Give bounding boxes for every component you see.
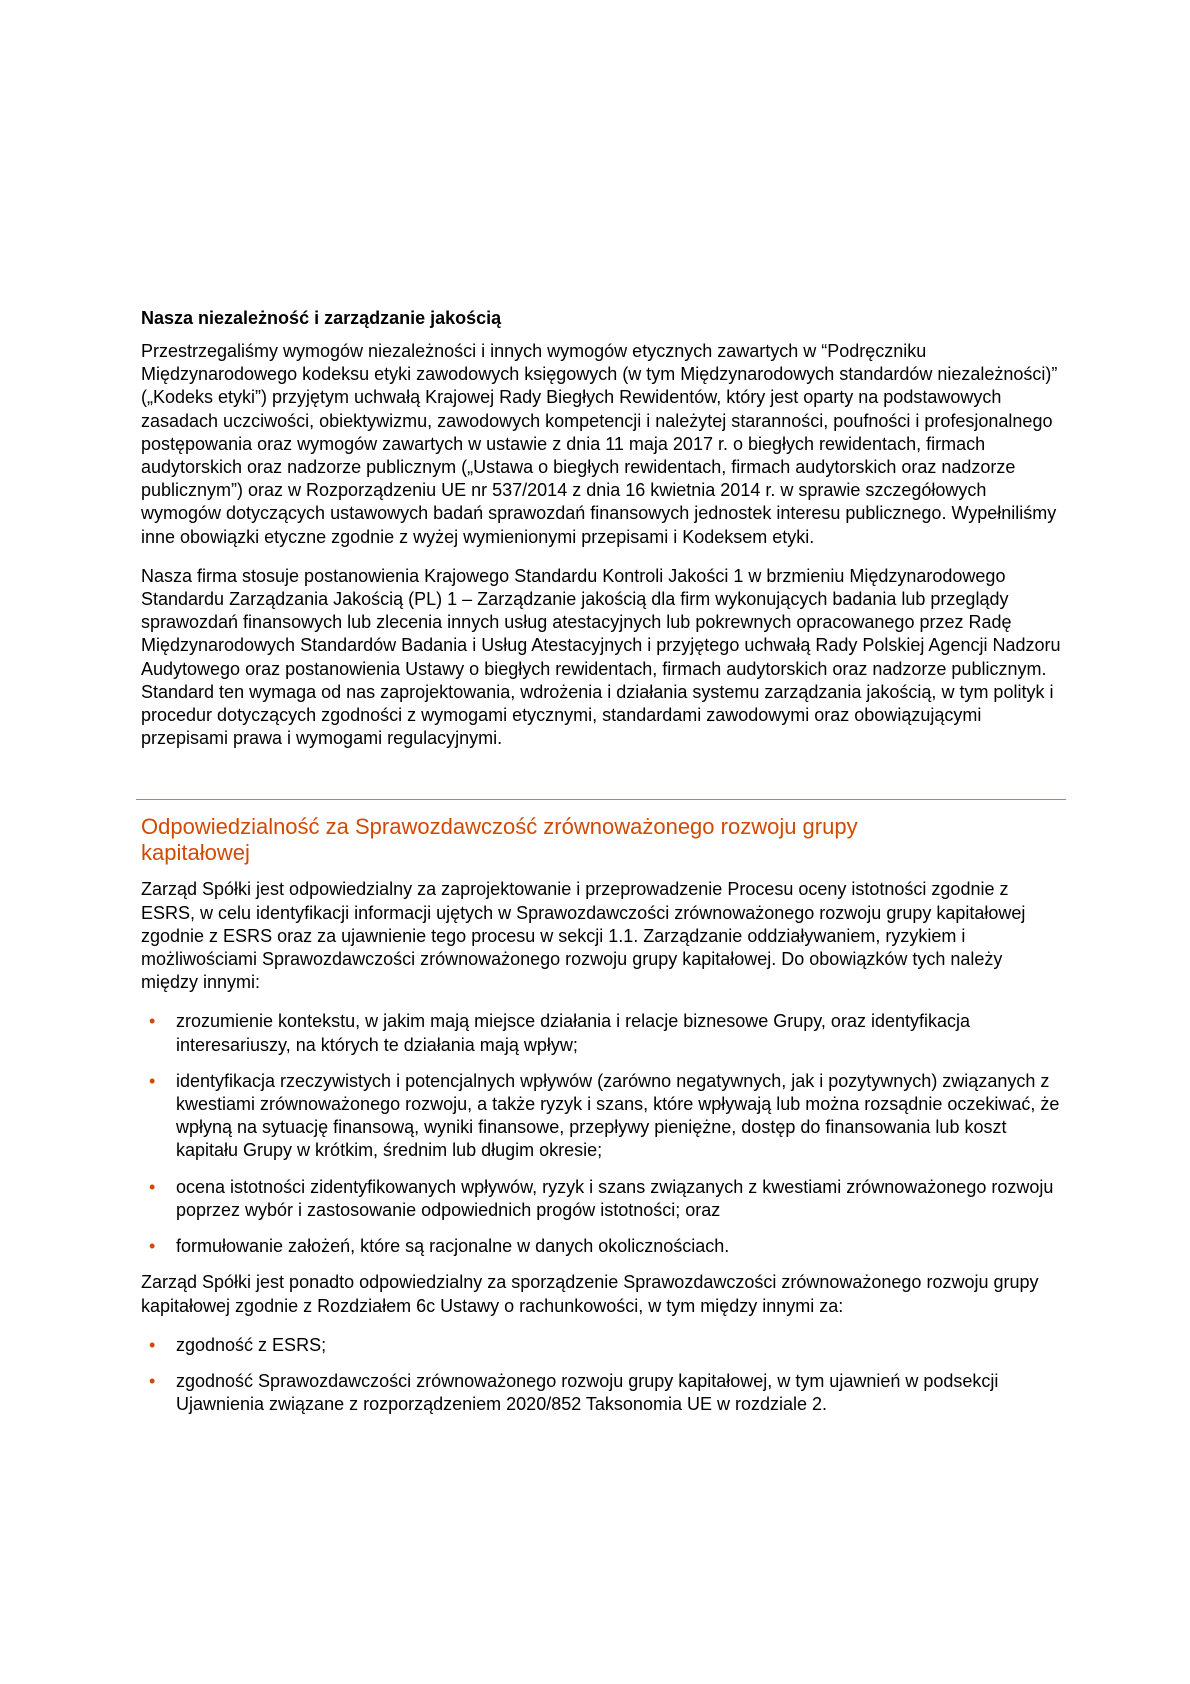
list-item-text: identyfikacja rzeczywistych i potencjalnych wpływów (zarówno negatywnych, jak i pozytywnych) związanych z kwestiami zrównoważonego rozwoju, a także ryzyk i szans, które wpływają lub można rozsądnie oczekiwać, że wpłyną na sytuację finansową, wyniki finansowe, przepływy pieniężne, dostęp do finansowania lub koszt kapitału Grupy w krótkim, średnim lub długim okresie; <box>176 1070 1060 1161</box>
bullet-icon: • <box>149 1176 156 1197</box>
list-item-text: zgodność z ESRS; <box>176 1334 327 1355</box>
responsibility-section-title: Odpowiedzialność za Sprawozdawczość zrównoważonego rozwoju grupy kapitałowej <box>141 814 858 866</box>
bullet-icon: • <box>149 1370 156 1391</box>
list-item <box>141 1334 1061 1357</box>
list-item <box>141 1235 1061 1258</box>
independence-paragraph-1: Przestrzegaliśmy wymogów niezależności i innych wymogów etycznych zawartych w “Podręczniku Międzynarodowego kodeksu etyki zawodowych księgowych (w tym Międzynarodowych standardów niezależności)” („Kodeks etyki”) przyjętym uchwałą Krajowej Rady Biegłych Rewidentów, który jest oparty na podstawowych zasadach uczciwości, obiektywizmu, zawodowych kompetencji i należytej staranności, poufności i profesjonalnego postępowania oraz wymogów zawartych w ustawie z dnia 11 maja 2017 r. o biegłych rewidentach, firmach audytorskich oraz nadzorze publicznym („Ustawa o biegłych rewidentach, firmach audytorskich oraz nadzorze publicznym”) oraz w Rozporządzeniu UE nr 537/2014 z dnia 16 kwietnia 2014 r. w sprawie szczegółowych wymogów dotyczących ustawowych badań sprawozdań finansowych jednostek interesu publicznego. Wypełniliśmy inne obowiązki etyczne zgodnie z wyżej wymienionymi przepisami i Kodeksem etyki. <box>141 341 1058 547</box>
list-item <box>141 1370 1061 1416</box>
document-page <box>141 306 1061 1429</box>
section-divider <box>136 799 1066 800</box>
bullet-icon: • <box>149 1011 156 1032</box>
responsibility-paragraph-2: Zarząd Spółki jest ponadto odpowiedzialny za sporządzenie Sprawozdawczości zrównoważonego rozwoju grupy kapitałowej zgodnie z Rozdziałem 6c Ustawy o rachunkowości, w tym między innymi za: <box>141 1272 1039 1316</box>
responsibility-bullet-list-1 <box>141 1010 1061 1258</box>
list-item-text: formułowanie założeń, które są racjonalne w danych okolicznościach. <box>176 1236 730 1257</box>
list-item-text: ocena istotności zidentyfikowanych wpływów, ryzyk i szans związanych z kwestiami zrównoważonego rozwoju poprzez wybór i zastosowanie odpowiednich progów istotności; oraz <box>176 1176 1054 1220</box>
list-item <box>141 1010 1061 1056</box>
independence-paragraph-2: Nasza firma stosuje postanowienia Krajowego Standardu Kontroli Jakości 1 w brzmieniu Międzynarodowego Standardu Zarządzania Jakością (PL) 1 – Zarządzanie jakością dla firm wykonujących badania lub przeglądy sprawozdań finansowych lub zlecenia innych usług atestacyjnych lub pokrewnych opracowanego przez Radę Międzynarodowych Standardów Badania i Usług Atestacyjnych i przyjętego uchwałą Rady Polskiej Agencji Nadzoru Audytowego oraz postanowienia Ustawy o biegłych rewidentach, firmach audytorskich oraz nadzorze publicznym. Standard ten wymaga od nas zaprojektowania, wdrożenia i działania systemu zarządzania jakością, w tym polityk i procedur dotyczących zgodności z wymogami etycznymi, standardami zawodowymi oraz obowiązującymi przepisami prawa i wymogami regulacyjnymi. <box>141 565 1061 749</box>
list-item <box>141 1070 1061 1163</box>
list-item-text: zrozumienie kontekstu, w jakim mają miejsce działania i relacje biznesowe Grupy, oraz identyfikacja interesariuszy, na których te działania mają wpływ; <box>176 1011 971 1055</box>
bullet-icon: • <box>149 1236 156 1257</box>
bullet-icon: • <box>149 1070 156 1091</box>
bullet-icon: • <box>149 1334 156 1355</box>
list-item <box>141 1176 1061 1222</box>
list-item-text: zgodność Sprawozdawczości zrównoważonego rozwoju grupy kapitałowej, w tym ujawnień w podsekcji Ujawnienia związane z rozporządzeniem 2020/852 Taksonomia UE w rozdziale 2. <box>176 1370 999 1415</box>
responsibility-bullet-list-2 <box>141 1334 1061 1417</box>
independence-heading: Nasza niezależność i zarządzanie jakością <box>141 308 502 328</box>
responsibility-paragraph-1: Zarząd Spółki jest odpowiedzialny za zaprojektowanie i przeprowadzenie Procesu oceny istotności zgodnie z ESRS, w celu identyfikacji informacji ujętych w Sprawozdawczości zrównoważonego rozwoju grupy kapitałowej zgodnie z ESRS oraz za ujawnienie tego procesu w sekcji 1.1. Zarządzanie oddziaływaniem, ryzykiem i możliwościami Sprawozdawczości zrównoważonego rozwoju grupy kapitałowej. Do obowiązków tych należy między innymi: <box>141 879 1026 993</box>
